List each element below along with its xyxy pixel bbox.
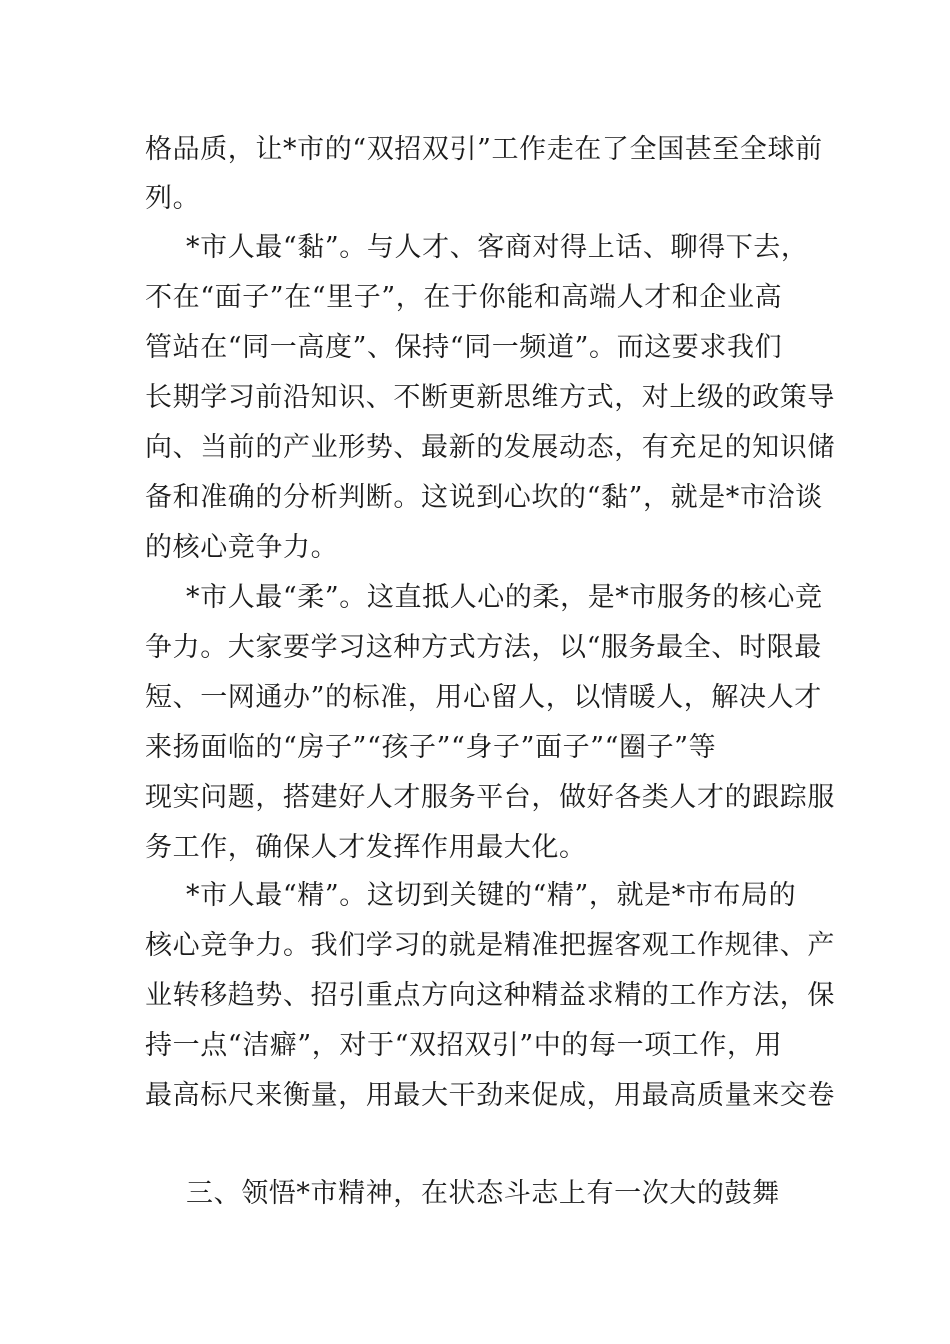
section-heading: 三、领悟*市精神，在状态斗志上有一次大的鼓舞 (186, 1178, 780, 1209)
text-line: 争力。大家要学习这种方式方法，以“服务最全、时限最 (145, 632, 822, 663)
text-line: 务工作，确保人才发挥作用最大化。 (145, 832, 587, 863)
text-line: 最高标尺来衡量，用最大干劲来促成，用最高质量来交卷 (145, 1080, 835, 1111)
text-line: 长期学习前沿知识、不断更新思维方式，对上级的政策导 (145, 382, 835, 413)
text-line: 管站在“同一高度”、保持“同一频道”。而这要求我们 (145, 332, 783, 363)
text-line: 不在“面子”在“里子”，在于你能和高端人才和企业高 (145, 282, 783, 313)
text-line: 的核心竞争力。 (145, 532, 339, 563)
text-line: 业转移趋势、招引重点方向这种精益求精的工作方法，保 (145, 980, 835, 1011)
text-line: 现实问题，搭建好人才服务平台，做好各类人才的跟踪服 (145, 782, 835, 813)
paragraph-start-line: *市人最“精”。这切到关键的“精”，就是*市布局的 (186, 880, 797, 911)
text-line: 向、当前的产业形势、最新的发展动态，有充足的知识储 (145, 432, 835, 463)
text-line: 持一点“洁癖”，对于“双招双引”中的每一项工作，用 (145, 1030, 783, 1061)
text-line: 备和准确的分析判断。这说到心坎的“黏”，就是*市洽谈 (145, 482, 823, 513)
paragraph-start-line: *市人最“柔”。这直抵人心的柔，是*市服务的核心竞 (186, 582, 823, 613)
text-line: 来扬面临的“房子”“孩子”“身子”面子”“圈子”等 (145, 732, 717, 763)
text-line: 核心竞争力。我们学习的就是精准把握客观工作规律、产 (145, 930, 835, 961)
paragraph-start-line: *市人最“黏”。与人才、客商对得上话、聊得下去， (186, 232, 809, 263)
text-line: 短、一网通办”的标准，用心留人，以情暖人，解决人才 (145, 682, 822, 713)
text-line: 列。 (145, 183, 201, 214)
text-line: 格品质，让*市的“双招双引”工作走在了全国甚至全球前 (145, 134, 823, 165)
